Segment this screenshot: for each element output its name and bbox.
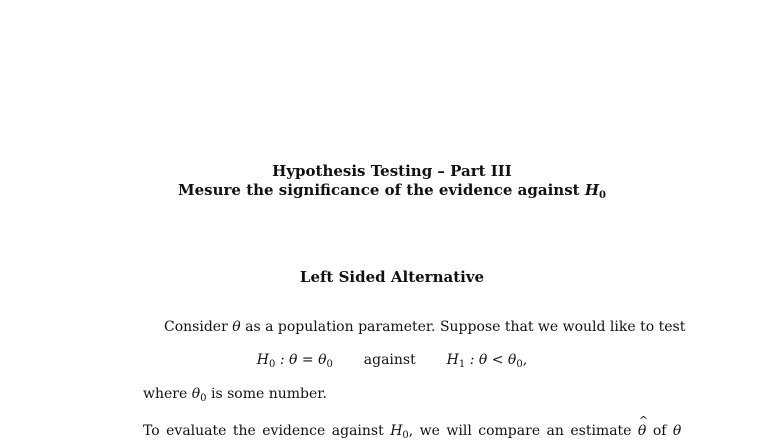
paragraph-where: where $\theta_0$ is some number. [143,386,327,404]
page-subtitle [0,181,784,205]
h0-symbol: $H_0$ [584,181,606,201]
paragraph-consider: Consider θ as a population parameter. Suppose that we would like to test [164,319,686,335]
theta-symbol: θ [232,319,241,335]
alternative-hypothesis: $H_1$ [446,352,466,370]
paragraph-evaluate: To evaluate the evidence against $H_0$, we will compare an estimate ^ θ of θ [143,423,681,441]
hypotheses-equation: $H_0$ : $\theta = \theta_0$ against $H_1$ : $\theta < \theta_0$, [256,352,528,370]
subtitle-text: Mesure the significance of the evidence against [178,181,580,199]
h0-inline: $H_0$ [390,423,409,441]
section-title: Left Sided Alternative [299,268,485,286]
against-word: against [363,352,416,368]
title-block [0,162,784,205]
theta-hat-symbol: ^ θ [638,423,646,439]
page-title: Hypothesis Testing – Part III [272,162,512,180]
theta-symbol-2: θ [672,423,682,439]
null-hypothesis: $H_0$ [256,352,276,370]
theta0-symbol: $\theta_0$ [191,386,207,404]
